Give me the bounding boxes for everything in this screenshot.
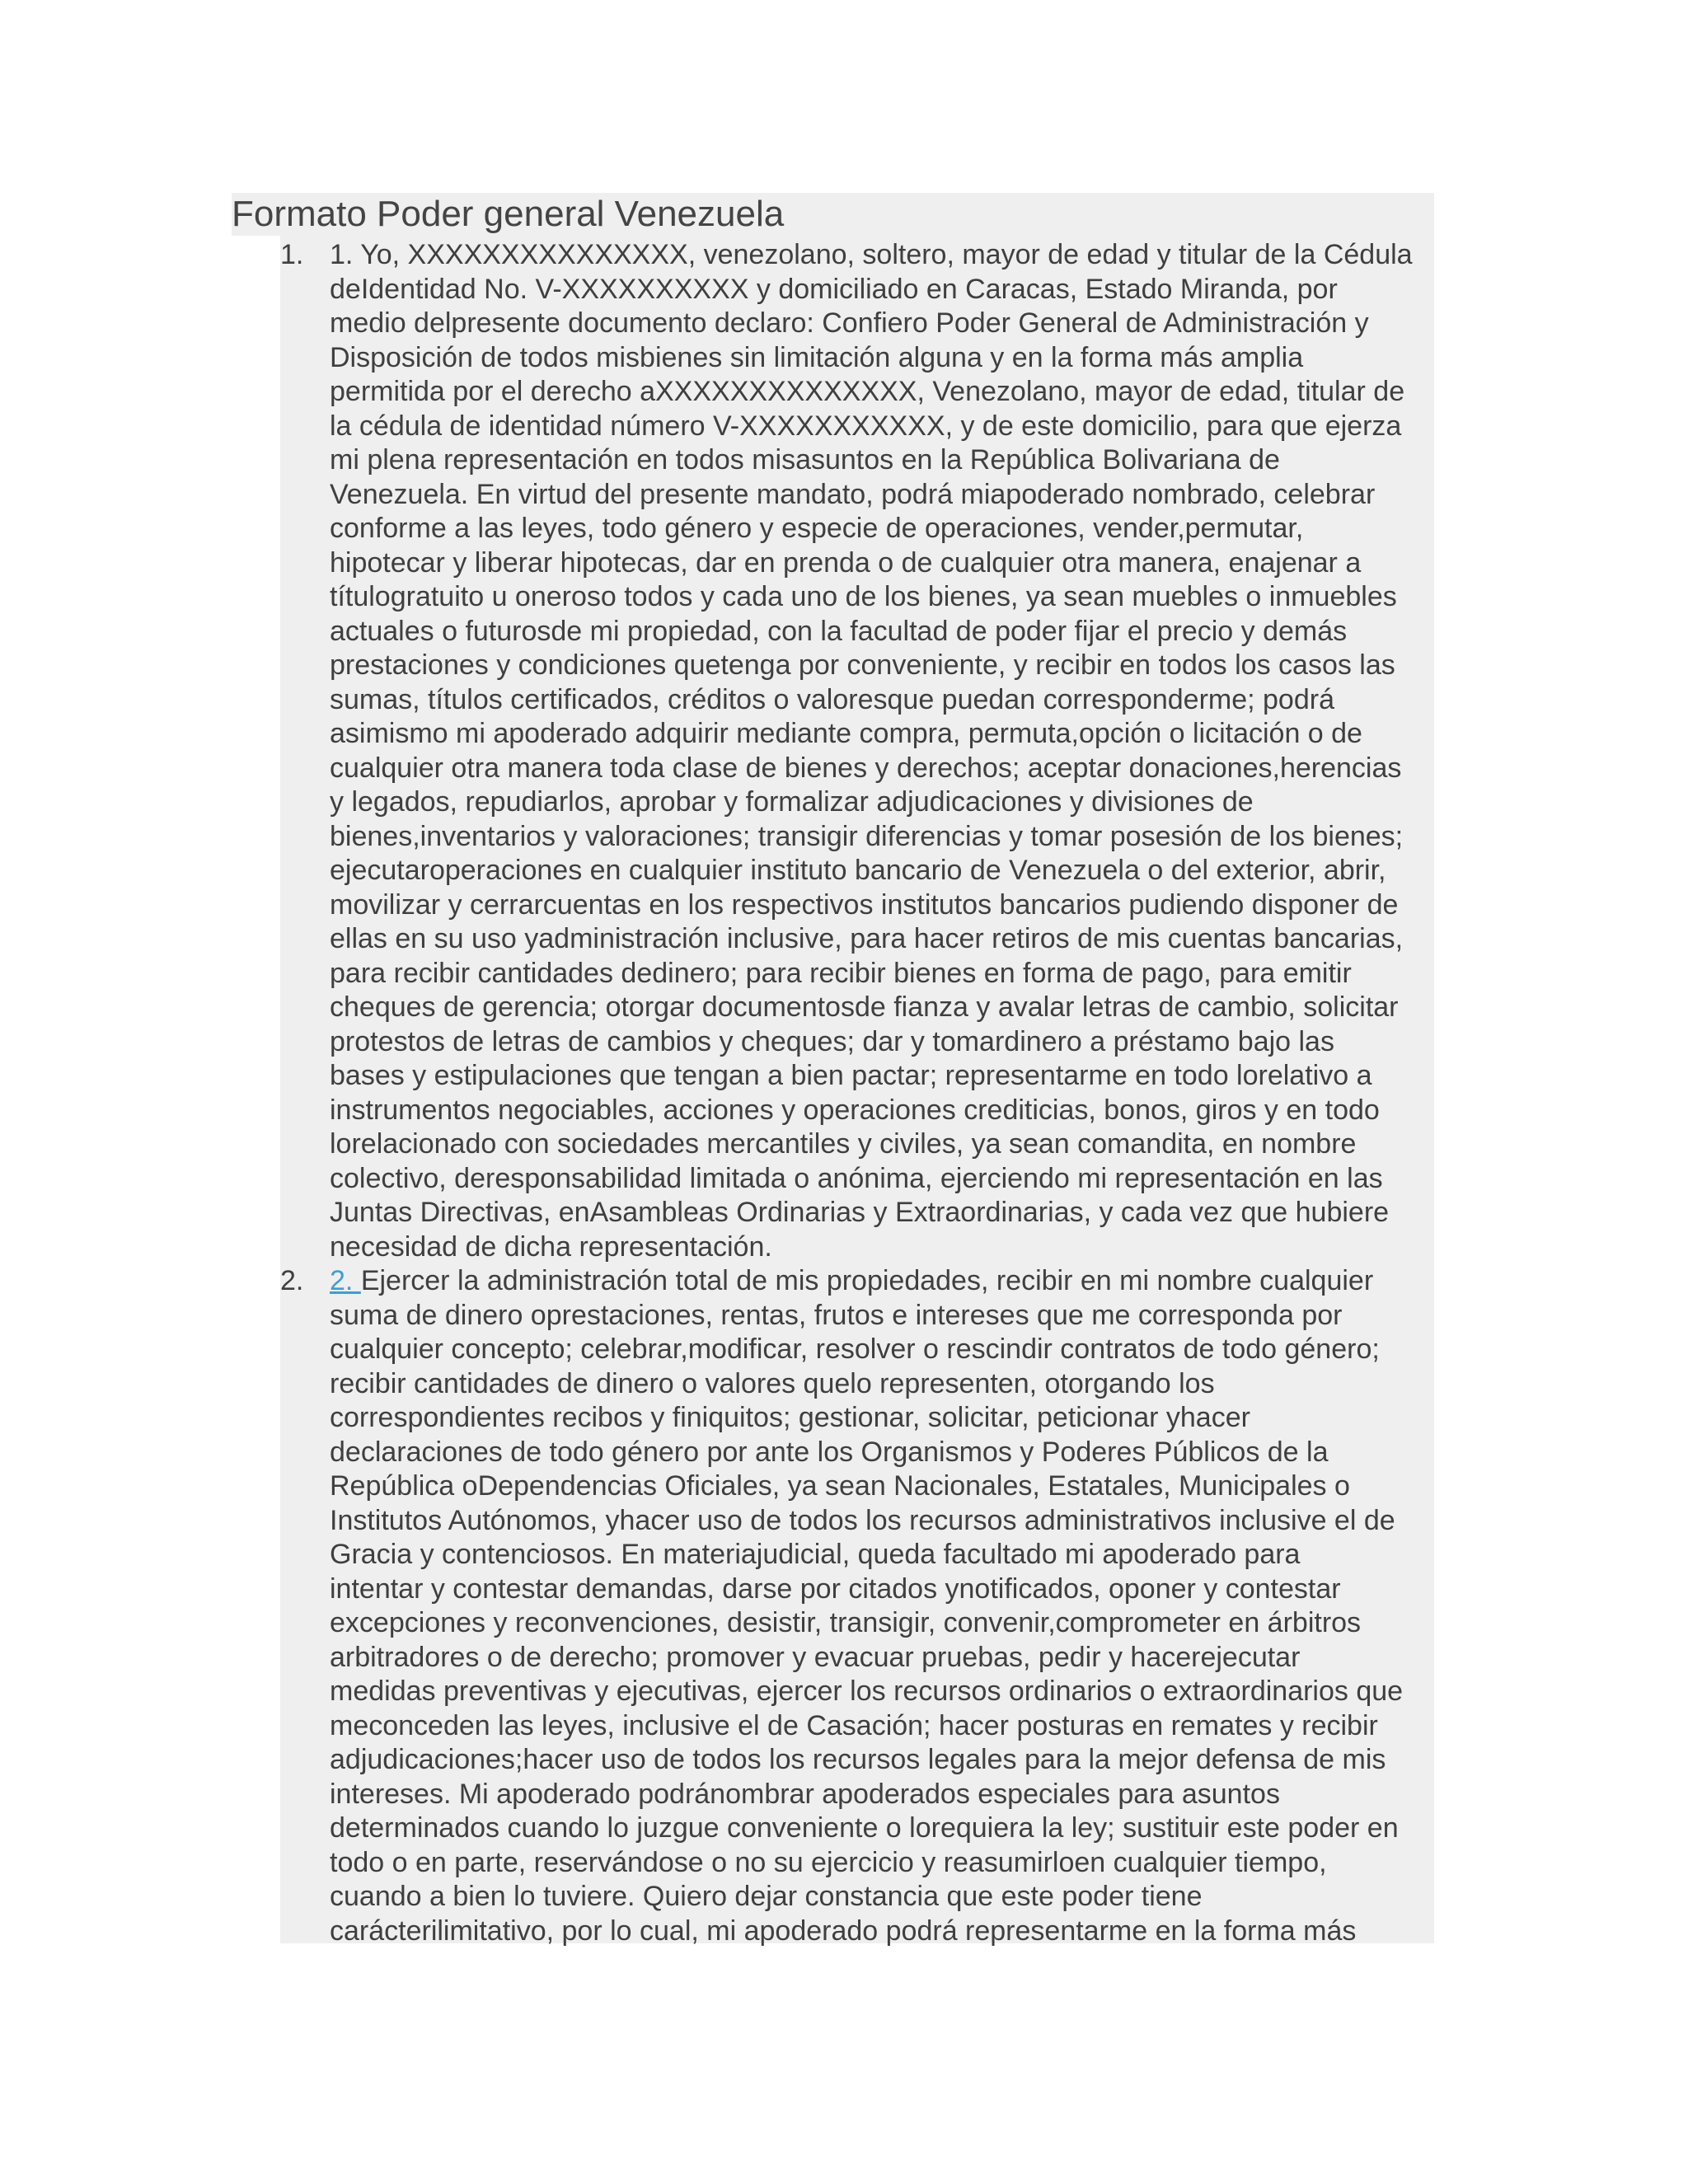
- text-line: adjudicaciones;hacer uso de todos los recursos legales para la mejor defensa de mis: [330, 1744, 1386, 1775]
- list-marker: 1.: [280, 239, 304, 270]
- text-line: prestaciones y condiciones quetenga por conveniente, y recibir en todos los casos las: [330, 649, 1395, 681]
- document-title: Formato Poder general Venezuela: [232, 194, 785, 234]
- text-line: medio delpresente documento declaro: Confiero Poder General de Administración y: [330, 307, 1369, 339]
- text-line: bases y estipulaciones que tengan a bien pactar; representarme en todo lorelativo a: [330, 1060, 1372, 1091]
- text-line: excepciones y reconvenciones, desistir, transigir, convenir,comprometer en árbitros: [330, 1607, 1362, 1638]
- text-line: suma de dinero oprestaciones, rentas, frutos e intereses que me corresponda por: [330, 1299, 1343, 1331]
- text-line: correspondientes recibos y finiquitos; gestionar, solicitar, peticionar yhacer: [330, 1402, 1250, 1433]
- text-line: arbitradores o de derecho; promover y evacuar pruebas, pedir y hacerejecutar: [330, 1641, 1301, 1673]
- text-line: protestos de letras de cambios y cheques; dar y tomardinero a préstamo bajo las: [330, 1025, 1334, 1057]
- text-line: meconceden las leyes, inclusive el de Casación; hacer posturas en remates y recibir: [330, 1709, 1378, 1741]
- text-line: carácterilimitativo, por lo cual, mi apoderado podrá representarme en la forma más: [330, 1915, 1357, 1947]
- item-link[interactable]: 2.: [330, 1265, 361, 1296]
- text-line: para recibir cantidades dedinero; para recibir bienes en forma de pago, para emitir: [330, 957, 1352, 989]
- text-line: intereses. Mi apoderado podránombrar apoderados especiales para asuntos: [330, 1778, 1280, 1810]
- text-line: títulogratuito u oneroso todos y cada uno de los bienes, ya sean muebles o inmuebles: [330, 581, 1397, 612]
- list-marker: 2.: [280, 1265, 304, 1296]
- text-line: colectivo, deresponsabilidad limitada o anónima, ejerciendo mi representación en las: [330, 1162, 1383, 1194]
- text-line: cheques de gerencia; otorgar documentosde fianza y avalar letras de cambio, solicitar: [330, 991, 1399, 1023]
- text-line: cualquier concepto; celebrar,modificar, resolver o rescindir contratos de todo género;: [330, 1333, 1380, 1365]
- text-line: deIdentidad No. V-XXXXXXXXXX y domiciliado en Caracas, Estado Miranda, por: [330, 273, 1338, 305]
- text-line: mi plena representación en todos misasuntos en la República Bolivariana de: [330, 444, 1280, 476]
- text-span: Ejercer la administración total de mis propiedades, recibir en mi nombre cualquier: [360, 1265, 1374, 1296]
- text-line: actuales o futurosde mi propiedad, con la facultad de poder fijar el precio y demás: [330, 615, 1348, 647]
- text-line: Institutos Autónomos, yhacer uso de todos los recursos administrativos inclusive el de: [330, 1504, 1395, 1536]
- text-line: Juntas Directivas, enAsambleas Ordinarias y Extraordinarias, y cada vez que hubiere: [330, 1197, 1390, 1228]
- text-line: medidas preventivas y ejecutivas, ejercer los recursos ordinarios o extraordinarios que: [330, 1675, 1404, 1707]
- text-line: asimismo mi apoderado adquirir mediante compra, permuta,opción o licitación o de: [330, 718, 1362, 749]
- text-line: todo o en parte, reservándose o no su ejercicio y reasumirloen cualquier tiempo,: [330, 1846, 1327, 1878]
- list-item-text: [330, 1264, 1434, 1948]
- text-line: hipotecar y liberar hipotecas, dar en prenda o de cualquier otra manera, enajenar a: [330, 546, 1362, 579]
- text-line: permitida por el derecho aXXXXXXXXXXXXXX, Venezolano, mayor de edad, titular de: [330, 376, 1405, 407]
- text-line: Venezuela. En virtud del presente mandato, podrá miapoderado nombrado, celebrar: [330, 478, 1376, 510]
- text-line: ellas en su uso yadministración inclusive, para hacer retiros de mis cuentas bancarias,: [330, 923, 1404, 954]
- text-line: y legados, repudiarlos, aprobar y formalizar adjudicaciones y divisiones de: [330, 786, 1254, 818]
- text-line: determinados cuando lo juzgue conveniente o lorequiera la ley; sustituir este poder en: [330, 1812, 1399, 1844]
- text-line: República oDependencias Oficiales, ya sean Nacionales, Estatales, Municipales o: [330, 1470, 1350, 1502]
- text-line: cuando a bien lo tuviere. Quiero dejar constancia que este poder tiene: [330, 1881, 1203, 1912]
- text-line: Gracia y contenciosos. En materiajudicial, queda facultado mi apoderado para: [330, 1539, 1301, 1570]
- text-line: [330, 1264, 1434, 1299]
- text-line: cualquier otra manera toda clase de bienes y derechos; aceptar donaciones,herencias: [330, 752, 1402, 784]
- text-line: lorelacionado con sociedades mercantiles y civiles, ya sean comandita, en nombre: [330, 1128, 1357, 1160]
- text-line: intentar y contestar demandas, darse por citados ynotificados, oponer y contestar: [330, 1572, 1341, 1605]
- text-line: recibir cantidades de dinero o valores quelo representen, otorgando los: [330, 1367, 1215, 1399]
- text-line: la cédula de identidad número V-XXXXXXXXXXX, y de este domicilio, para que ejerza: [330, 410, 1402, 442]
- text-line: sumas, títulos certificados, créditos o valoresque puedan corresponderme; podrá: [330, 683, 1334, 715]
- text-line: Disposición de todos misbienes sin limitación alguna y en la forma más amplia: [330, 341, 1304, 373]
- text-line: conforme a las leyes, todo género y especie de operaciones, vender,permutar,: [330, 513, 1304, 544]
- text-line: instrumentos negociables, acciones y operaciones crediticias, bonos, giros y en todo: [330, 1094, 1380, 1126]
- list-item-text: [330, 238, 1434, 1264]
- text-line: necesidad de dicha representación.: [330, 1230, 772, 1263]
- text-line: declaraciones de todo género por ante los Organismos y Poderes Públicos de la: [330, 1436, 1329, 1468]
- text-line: 1. Yo, XXXXXXXXXXXXXXX, venezolano, soltero, mayor de edad y titular de la Cédula: [330, 239, 1413, 270]
- text-line: movilizar y cerrarcuentas en los respectivos institutos bancarios pudiendo disponer de: [330, 888, 1399, 921]
- text-line: ejecutaroperaciones en cualquier instituto bancario de Venezuela o del exterior, abrir,: [330, 855, 1386, 886]
- text-line: bienes,inventarios y valoraciones; transigir diferencias y tomar posesión de los bienes;: [330, 820, 1404, 852]
